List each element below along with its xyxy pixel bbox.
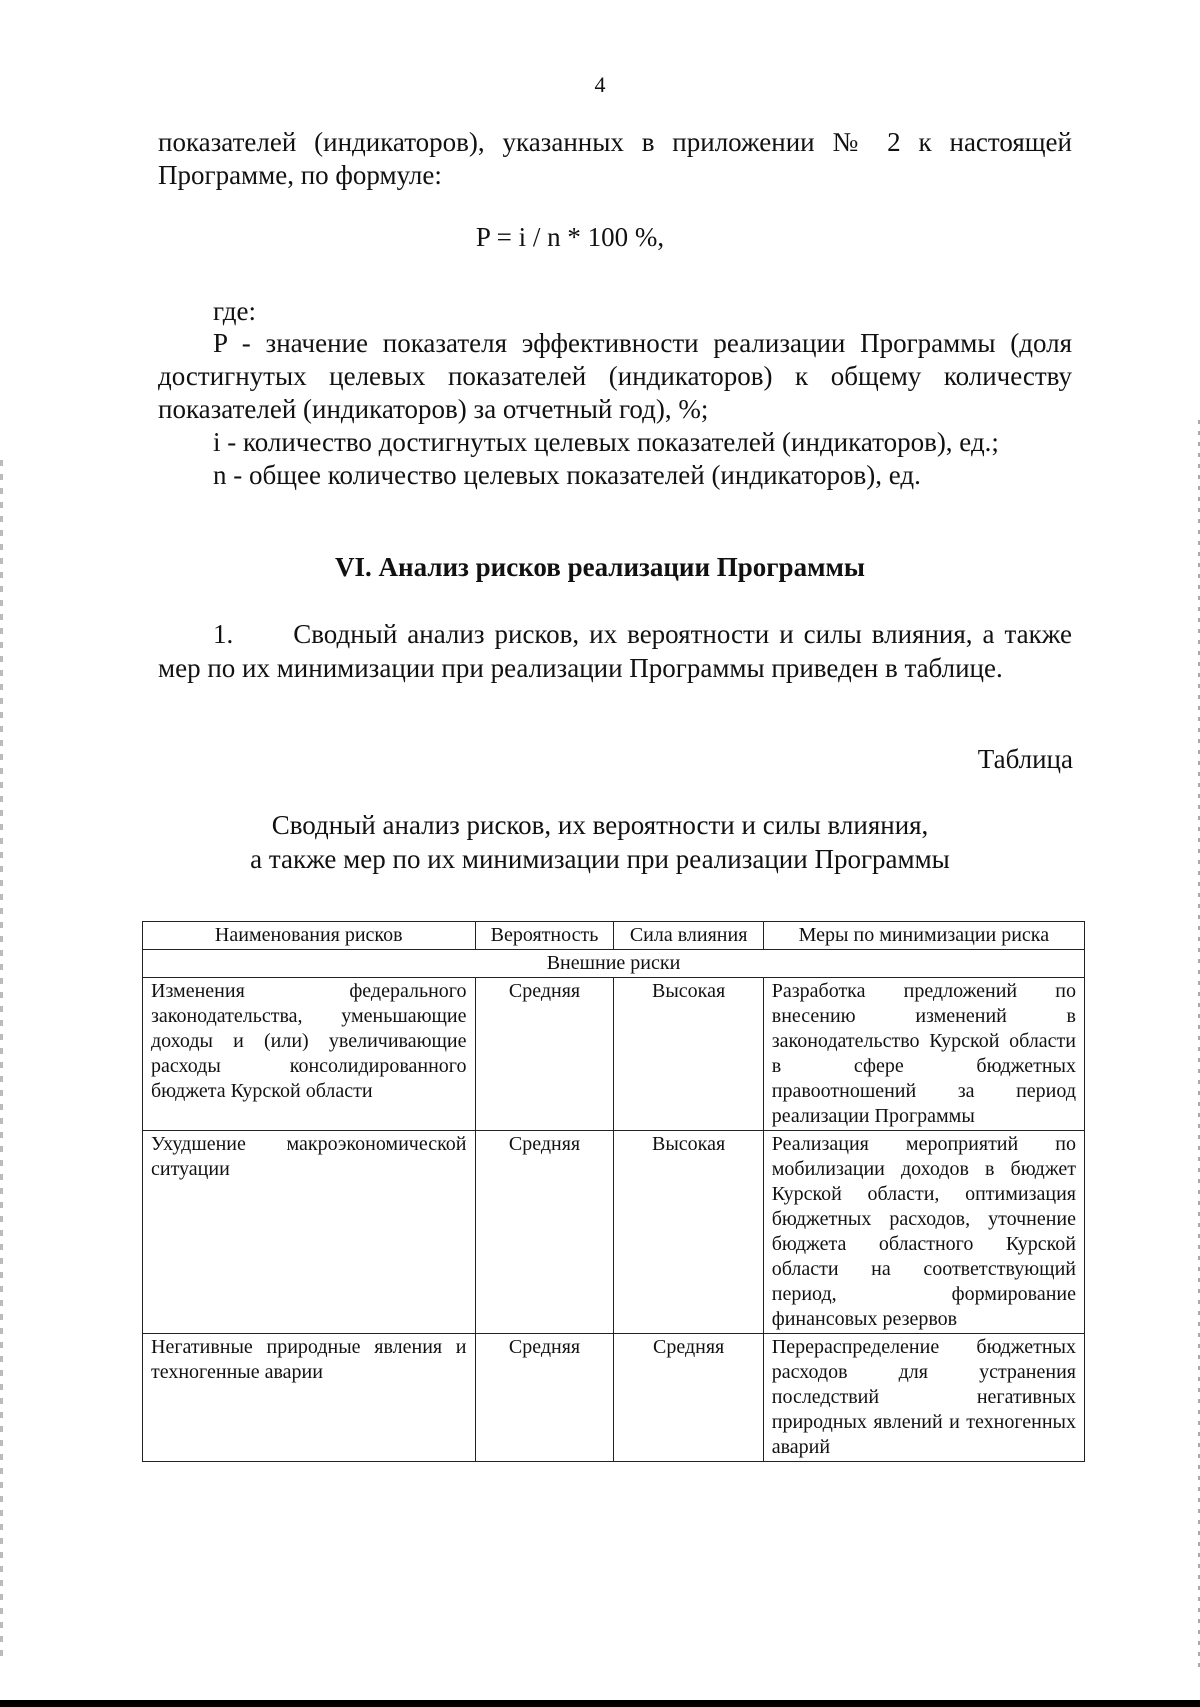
- risk-impact: Высокая: [614, 1131, 763, 1334]
- header-risk-name: Наименования рисков: [143, 922, 476, 950]
- table-label: Таблица: [977, 744, 1073, 774]
- table-row: [143, 978, 1085, 1131]
- section-heading: VI. Анализ рисков реализации Программы: [335, 552, 865, 582]
- efficiency-formula: P = i / n * 100 %,: [475, 222, 665, 252]
- section-paragraph: 1. Сводный анализ рисков, их вероятности и силы влияния, а также мер по их минимизации при реализации Программы приведен в таблице.: [158, 619, 1079, 683]
- risk-probability: Средняя: [475, 978, 614, 1131]
- header-measures: Меры по минимизации риска: [763, 922, 1084, 950]
- risk-probability: Средняя: [475, 1131, 614, 1334]
- risk-name: Изменения федерального законодательства, уменьшающие доходы и (или) увеличивающие расходы консолидированного бюджета Курской области: [143, 978, 476, 1131]
- scan-bottom-edge: [0, 1700, 1200, 1707]
- intro-paragraph: показателей (индикаторов), указанных в приложении № 2 к настоящей Программе, по формуле:: [158, 127, 1072, 190]
- table-row: [143, 1131, 1085, 1334]
- header-impact: Сила влияния: [614, 922, 763, 950]
- definition-i: i - количество достигнутых целевых показателей (индикаторов), ед.;: [213, 427, 999, 457]
- risks-table: [142, 921, 1085, 1462]
- scan-edge-left: [0, 460, 3, 1660]
- risk-measures: Перераспределение бюджетных расходов для устранения последствий негативных природных явлений и техногенных аварий: [763, 1334, 1084, 1462]
- section-row-external: [143, 950, 1085, 978]
- definition-p: P - значение показателя эффективности реализации Программы (доля достигнутых целевых показателей (индикаторов) к общему количеству показателей (индикаторов) за отчетный год), %;: [158, 328, 1072, 424]
- table-caption-line-1: Сводный анализ рисков, их вероятности и силы влияния,: [271, 810, 929, 840]
- risk-measures: Разработка предложений по внесению изменений в законодательство Курской области в сфере бюджетных правоотношений за период реализации Программы: [763, 978, 1084, 1131]
- table-caption: [0, 808, 1200, 876]
- risk-name: Негативные природные явления и техногенные аварии: [143, 1334, 476, 1462]
- section-title: Внешние риски: [143, 950, 1085, 978]
- definition-n: n - общее количество целевых показателей (индикаторов), ед.: [213, 460, 921, 490]
- where-label: где:: [213, 296, 256, 326]
- risk-impact: Высокая: [614, 978, 763, 1131]
- table-row: [143, 1334, 1085, 1462]
- table-caption-line-2: а также мер по их минимизации при реализации Программы: [250, 844, 950, 874]
- table-header-row: [143, 922, 1085, 950]
- page-number: 4: [594, 72, 606, 97]
- risk-impact: Средняя: [614, 1334, 763, 1462]
- risk-measures: Реализация мероприятий по мобилизации доходов в бюджет Курской области, оптимизация бюджетных расходов, уточнение бюджета областного Курской области на соответствующий период, формирование финансовых резервов: [763, 1131, 1084, 1334]
- header-probability: Вероятность: [475, 922, 614, 950]
- risk-name: Ухудшение макроэкономической ситуации: [143, 1131, 476, 1334]
- risk-probability: Средняя: [475, 1334, 614, 1462]
